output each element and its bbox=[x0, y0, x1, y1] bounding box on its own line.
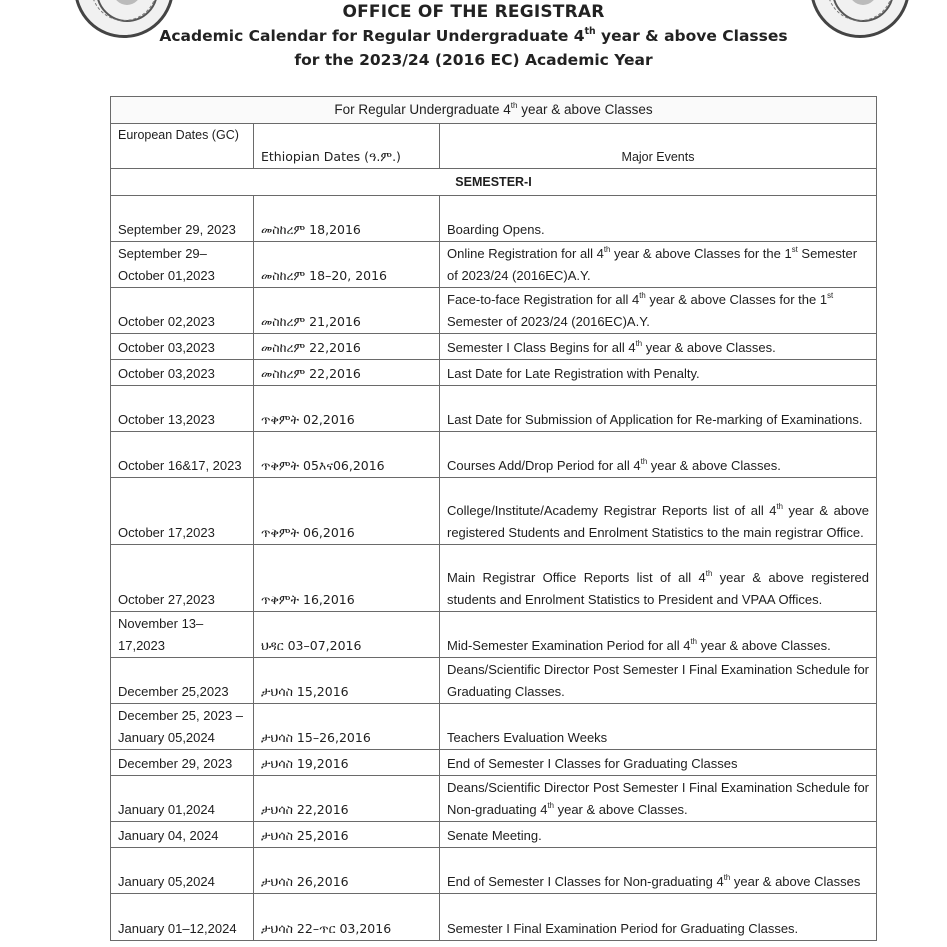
table-row bbox=[111, 360, 877, 386]
ethiopian-date-cell: ጥቅምት 06,2016 bbox=[254, 478, 440, 545]
major-event-cell: End of Semester I Classes for Graduating Classes bbox=[440, 750, 877, 776]
major-event-cell: Last Date for Late Registration with Penalty. bbox=[440, 360, 877, 386]
major-event-cell: Deans/Scientific Director Post Semester I Final Examination Schedule for Graduating Classes. bbox=[440, 658, 877, 704]
office-title: OFFICE OF THE REGISTRAR bbox=[342, 2, 605, 22]
ethiopian-date-cell: መስከረም 18,2016 bbox=[254, 196, 440, 242]
ethiopian-date-cell: ጥቅምት 02,2016 bbox=[254, 386, 440, 432]
european-date-cell: October 03,2023 bbox=[111, 334, 254, 360]
col-header-european-dates: European Dates (GC) bbox=[111, 124, 254, 169]
table-row bbox=[111, 612, 877, 658]
ethiopian-date-cell: ታህሳስ 26,2016 bbox=[254, 848, 440, 894]
ethiopian-date-cell: መስከረም 22,2016 bbox=[254, 360, 440, 386]
academic-calendar-table bbox=[110, 96, 877, 941]
ethiopian-date-cell: ታህሳስ 22,2016 bbox=[254, 776, 440, 822]
ethiopian-date-cell: ጥቅምት 05እና06,2016 bbox=[254, 432, 440, 478]
major-event-cell: Online Registration for all 4th year & above Classes for the 1st Semester of 2023/24 (2016EC)A.Y. bbox=[440, 242, 877, 288]
european-date-cell: January 05,2024 bbox=[111, 848, 254, 894]
major-event-cell: Semester I Final Examination Period for Graduating Classes. bbox=[440, 894, 877, 941]
calendar-title: Academic Calendar for Regular Undergraduate 4th year & above Classes bbox=[159, 25, 788, 45]
table-row bbox=[111, 704, 877, 750]
semester-section-row bbox=[111, 169, 877, 196]
major-event-cell: Main Registrar Office Reports list of all 4th year & above registered students and Enrolment Statistics to President and VPAA Offices. bbox=[440, 545, 877, 612]
table-row bbox=[111, 432, 877, 478]
col-header-major-events: Major Events bbox=[440, 124, 877, 169]
major-event-cell: Courses Add/Drop Period for all 4th year & above Classes. bbox=[440, 432, 877, 478]
table-title-row bbox=[111, 97, 877, 124]
ethiopian-date-cell: ታህሳስ 15,2016 bbox=[254, 658, 440, 704]
european-date-cell: November 13–17,2023 bbox=[111, 612, 254, 658]
european-date-cell: October 02,2023 bbox=[111, 288, 254, 334]
table-row bbox=[111, 848, 877, 894]
table-row bbox=[111, 545, 877, 612]
major-event-cell: Semester I Class Begins for all 4th year & above Classes. bbox=[440, 334, 877, 360]
european-date-cell: October 16&17, 2023 bbox=[111, 432, 254, 478]
major-event-cell: College/Institute/Academy Registrar Reports list of all 4th year & above registered Students and Enrolment Statistics to the main registrar Office. bbox=[440, 478, 877, 545]
european-date-cell: December 25, 2023 – January 05,2024 bbox=[111, 704, 254, 750]
ethiopian-date-cell: መስከረም 18–20, 2016 bbox=[254, 242, 440, 288]
semester-section-title: SEMESTER-I bbox=[111, 169, 877, 196]
european-date-cell: October 27,2023 bbox=[111, 545, 254, 612]
european-date-cell: October 03,2023 bbox=[111, 360, 254, 386]
table-row bbox=[111, 288, 877, 334]
european-date-cell: December 25,2023 bbox=[111, 658, 254, 704]
table-row bbox=[111, 822, 877, 848]
major-event-cell: Face-to-face Registration for all 4th year & above Classes for the 1st Semester of 2023/24 (2016EC)A.Y. bbox=[440, 288, 877, 334]
ethiopian-date-cell: ታህሳስ 22–ጥር 03,2016 bbox=[254, 894, 440, 941]
european-date-cell: September 29–October 01,2023 bbox=[111, 242, 254, 288]
ethiopian-date-cell: መስከረም 21,2016 bbox=[254, 288, 440, 334]
major-event-cell: Deans/Scientific Director Post Semester I Final Examination Schedule for Non-graduating 4th year & above Classes. bbox=[440, 776, 877, 822]
table-row bbox=[111, 196, 877, 242]
european-date-cell: September 29, 2023 bbox=[111, 196, 254, 242]
major-event-cell: Teachers Evaluation Weeks bbox=[440, 704, 877, 750]
european-date-cell: December 29, 2023 bbox=[111, 750, 254, 776]
academic-year-title: for the 2023/24 (2016 EC) Academic Year bbox=[294, 51, 653, 69]
column-header-row bbox=[111, 124, 877, 169]
european-date-cell: October 13,2023 bbox=[111, 386, 254, 432]
ethiopian-date-cell: ታህሳስ 15–26,2016 bbox=[254, 704, 440, 750]
table-row bbox=[111, 658, 877, 704]
major-event-cell: End of Semester I Classes for Non-graduating 4th year & above Classes bbox=[440, 848, 877, 894]
european-date-cell: January 01,2024 bbox=[111, 776, 254, 822]
table-row bbox=[111, 386, 877, 432]
table-row bbox=[111, 334, 877, 360]
table-row bbox=[111, 478, 877, 545]
table-row bbox=[111, 750, 877, 776]
table-row bbox=[111, 776, 877, 822]
ethiopian-date-cell: ታህሳስ 25,2016 bbox=[254, 822, 440, 848]
ethiopian-date-cell: ህዳር 03–07,2016 bbox=[254, 612, 440, 658]
col-header-ethiopian-dates: Ethiopian Dates (ዓ.ም.) bbox=[254, 124, 440, 169]
major-event-cell: Last Date for Submission of Application for Re-marking of Examinations. bbox=[440, 386, 877, 432]
major-event-cell: Boarding Opens. bbox=[440, 196, 877, 242]
ethiopian-date-cell: መስከረም 22,2016 bbox=[254, 334, 440, 360]
ethiopian-date-cell: ታህሳስ 19,2016 bbox=[254, 750, 440, 776]
major-event-cell: Mid-Semester Examination Period for all 4th year & above Classes. bbox=[440, 612, 877, 658]
ethiopian-date-cell: ጥቅምት 16,2016 bbox=[254, 545, 440, 612]
table-row bbox=[111, 894, 877, 941]
european-date-cell: January 01–12,2024 bbox=[111, 894, 254, 941]
european-date-cell: January 04, 2024 bbox=[111, 822, 254, 848]
table-title: For Regular Undergraduate 4th year & above Classes bbox=[111, 97, 877, 124]
major-event-cell: Senate Meeting. bbox=[440, 822, 877, 848]
table-row bbox=[111, 242, 877, 288]
european-date-cell: October 17,2023 bbox=[111, 478, 254, 545]
